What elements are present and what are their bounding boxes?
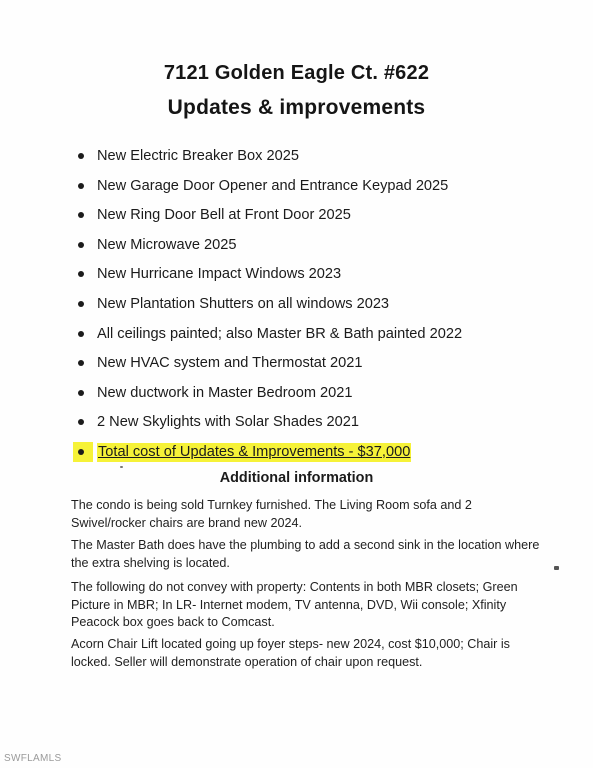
paragraph-furnished: The condo is being sold Turnkey furnished. The Living Room sofa and 2 Swivel/rocker chairs are brand new 2024. bbox=[71, 498, 472, 530]
page-title: 7121 Golden Eagle Ct. #622 bbox=[163, 62, 430, 84]
scan-speck bbox=[554, 566, 559, 570]
bullet-icon bbox=[78, 212, 84, 218]
additional-info-heading: Additional information bbox=[219, 470, 374, 486]
list-item bbox=[77, 383, 462, 413]
list-item-text: New Microwave 2025 bbox=[97, 236, 237, 253]
bullet-icon bbox=[78, 331, 84, 337]
list-item-text: New Ring Door Bell at Front Door 2025 bbox=[97, 207, 351, 224]
bullet-icon bbox=[78, 449, 84, 455]
list-item-text: New Electric Breaker Box 2025 bbox=[97, 148, 299, 164]
bullet-icon bbox=[78, 183, 84, 189]
list-item bbox=[77, 235, 462, 265]
list-item-text: New Hurricane Impact Windows 2023 bbox=[97, 266, 342, 283]
paragraph-plumbing: The Master Bath does have the plumbing to add a second sink in the location where the extra shelving is located. bbox=[71, 538, 540, 570]
list-item bbox=[77, 294, 462, 324]
list-item-text: 2 New Skylights with Solar Shades 2021 bbox=[97, 414, 360, 431]
page-subtitle: Updates & improvements bbox=[167, 96, 426, 119]
bullet-icon bbox=[78, 271, 84, 277]
list-item-text: New ductwork in Master Bedroom 2021 bbox=[97, 384, 353, 401]
paragraph-chair-lift: Acorn Chair Lift located going up foyer steps- new 2024, cost $10,000; Chair is locked. Seller will demonstrate operation of chair upon request. bbox=[71, 637, 510, 669]
updates-list bbox=[77, 146, 462, 472]
bullet-icon bbox=[78, 153, 84, 159]
list-item bbox=[77, 176, 462, 206]
list-item-text: New Plantation Shutters on all windows 2023 bbox=[97, 295, 390, 312]
bullet-icon bbox=[78, 301, 84, 307]
list-item bbox=[77, 324, 462, 354]
paragraph-exclusions: The following do not convey with property: Contents in both MBR closets; Green Picture in MBR; In LR- Internet modem, TV antenna, DVD, Wii console; Xfinity Peacock box goes back to Comcast. bbox=[71, 580, 518, 629]
list-item-text: New Garage Door Opener and Entrance Keypad 2025 bbox=[97, 177, 449, 194]
bullet-icon bbox=[78, 390, 84, 396]
list-item bbox=[77, 146, 462, 176]
watermark: SWFLAMLS bbox=[4, 753, 62, 764]
bullet-icon bbox=[78, 419, 84, 425]
bullet-icon bbox=[78, 360, 84, 366]
list-item bbox=[77, 412, 462, 442]
list-item-text: All ceilings painted; also Master BR & Bath painted 2022 bbox=[97, 325, 463, 342]
scan-speck bbox=[120, 466, 123, 468]
list-item-text: New HVAC system and Thermostat 2021 bbox=[97, 355, 363, 372]
total-cost-item bbox=[77, 442, 462, 472]
total-cost-text: Total cost of Updates & Improvements - $37,000 bbox=[98, 443, 411, 460]
list-item bbox=[77, 353, 462, 383]
list-item bbox=[77, 205, 462, 235]
bullet-icon bbox=[78, 242, 84, 248]
list-item bbox=[77, 264, 462, 294]
